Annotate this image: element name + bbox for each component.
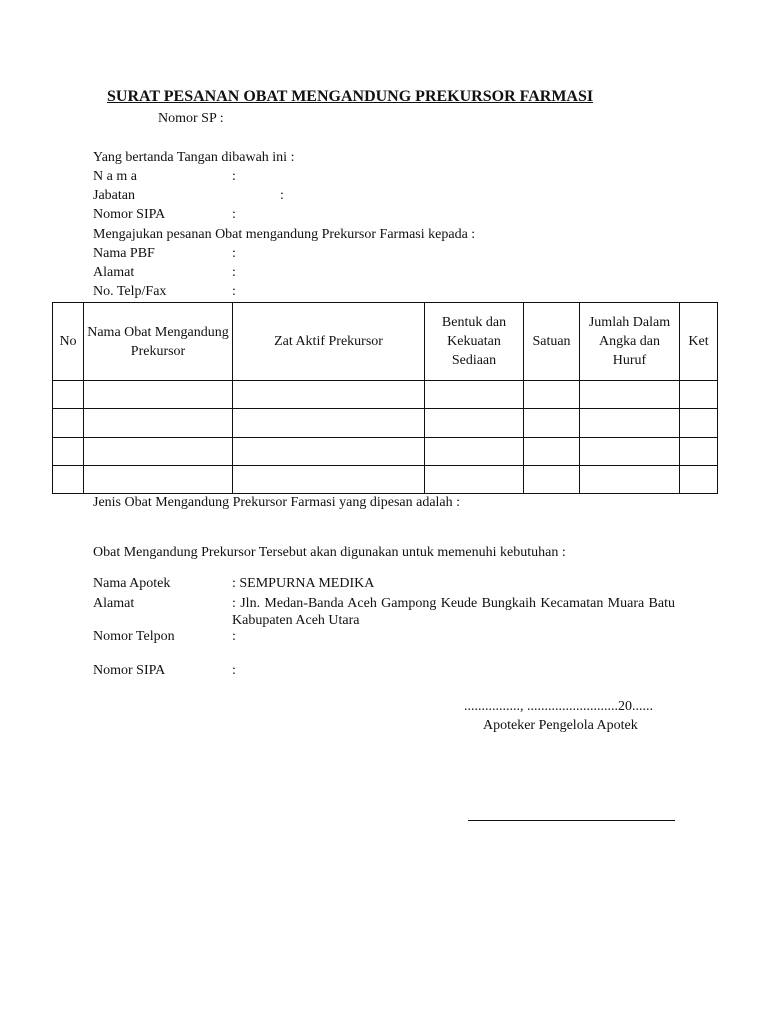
table-cell[interactable] — [425, 465, 524, 493]
signature-line — [468, 820, 675, 821]
table-cell[interactable] — [425, 437, 524, 465]
table-cell[interactable] — [680, 437, 718, 465]
pbf-name-label: Nama PBF — [93, 246, 155, 261]
table-cell[interactable] — [580, 437, 680, 465]
table-cell[interactable] — [425, 381, 524, 409]
usage-text: Obat Mengandung Prekursor Tersebut akan digunakan untuk memenuhi kebutuhan : — [93, 545, 566, 560]
table-cell[interactable] — [84, 409, 233, 437]
pharmacy-phone-label: Nomor Telpon — [93, 629, 175, 644]
pbf-phone-label: No. Telp/Fax — [93, 284, 167, 299]
table-cell[interactable] — [580, 409, 680, 437]
table-cell[interactable] — [53, 437, 84, 465]
table-cell[interactable] — [524, 381, 580, 409]
table-cell[interactable] — [84, 381, 233, 409]
pbf-address-colon: : — [232, 265, 236, 280]
pharmacy-address-value: : Jln. Medan-Banda Aceh Gampong Keude Bungkaih Kecamatan Muara Batu Kabupaten Aceh Utara — [232, 596, 675, 628]
table-cell[interactable] — [680, 381, 718, 409]
table-cell[interactable] — [524, 437, 580, 465]
pbf-address-label: Alamat — [93, 265, 135, 280]
pharmacy-sipa-colon: : — [232, 663, 236, 678]
table-header-row — [53, 303, 718, 381]
pharmacy-name-value: : SEMPURNA MEDIKA — [232, 576, 375, 591]
table-cell[interactable] — [425, 409, 524, 437]
header-dosage-form: Bentuk dan Kekuatan Sediaan — [425, 303, 524, 381]
header-drug-name: Nama Obat Mengandung Prekursor — [84, 303, 233, 381]
request-text: Mengajukan pesanan Obat mengandung Prekursor Farmasi kepada : — [93, 227, 476, 242]
pbf-name-colon: : — [232, 246, 236, 261]
signer-sipa-label: Nomor SIPA — [93, 207, 166, 222]
table-cell[interactable] — [84, 465, 233, 493]
table-cell[interactable] — [53, 409, 84, 437]
pharmacy-name-label: Nama Apotek — [93, 576, 171, 591]
pharmacy-address-label: Alamat — [93, 596, 135, 611]
table-cell[interactable] — [680, 465, 718, 493]
table-row — [53, 437, 718, 465]
signature-role: Apoteker Pengelola Apotek — [483, 718, 638, 733]
table-row — [53, 465, 718, 493]
table-cell[interactable] — [524, 409, 580, 437]
pbf-phone-colon: : — [232, 284, 236, 299]
table-cell[interactable] — [84, 437, 233, 465]
table-cell[interactable] — [233, 437, 425, 465]
pharmacy-phone-colon: : — [232, 629, 236, 644]
table-row — [53, 409, 718, 437]
table-cell[interactable] — [233, 465, 425, 493]
header-no: No — [53, 303, 84, 381]
header-active-substance: Zat Aktif Prekursor — [233, 303, 425, 381]
signer-position-label: Jabatan — [93, 188, 135, 203]
order-table — [52, 302, 718, 494]
table-cell[interactable] — [233, 409, 425, 437]
document-title: SURAT PESANAN OBAT MENGANDUNG PREKURSOR FARMASI — [107, 88, 594, 105]
nomor-sp-label: Nomor SP : — [158, 111, 224, 126]
table-cell[interactable] — [53, 465, 84, 493]
header-quantity: Jumlah Dalam Angka dan Huruf — [580, 303, 680, 381]
table-cell[interactable] — [680, 409, 718, 437]
signer-name-colon: : — [232, 169, 236, 184]
table-cell[interactable] — [233, 381, 425, 409]
jenis-text: Jenis Obat Mengandung Prekursor Farmasi yang dipesan adalah : — [93, 495, 461, 510]
table-cell[interactable] — [524, 465, 580, 493]
table-cell[interactable] — [580, 465, 680, 493]
signer-position-colon: : — [280, 188, 284, 203]
pharmacy-sipa-label: Nomor SIPA — [93, 663, 166, 678]
table-cell[interactable] — [53, 381, 84, 409]
intro-text: Yang bertanda Tangan dibawah ini : — [93, 150, 295, 165]
header-notes: Ket — [680, 303, 718, 381]
signer-name-label: N a m a — [93, 169, 137, 184]
table-cell[interactable] — [580, 381, 680, 409]
signer-sipa-colon: : — [232, 207, 236, 222]
header-unit: Satuan — [524, 303, 580, 381]
signature-date-line: ................, ..........................20...... — [464, 699, 653, 714]
table-row — [53, 381, 718, 409]
